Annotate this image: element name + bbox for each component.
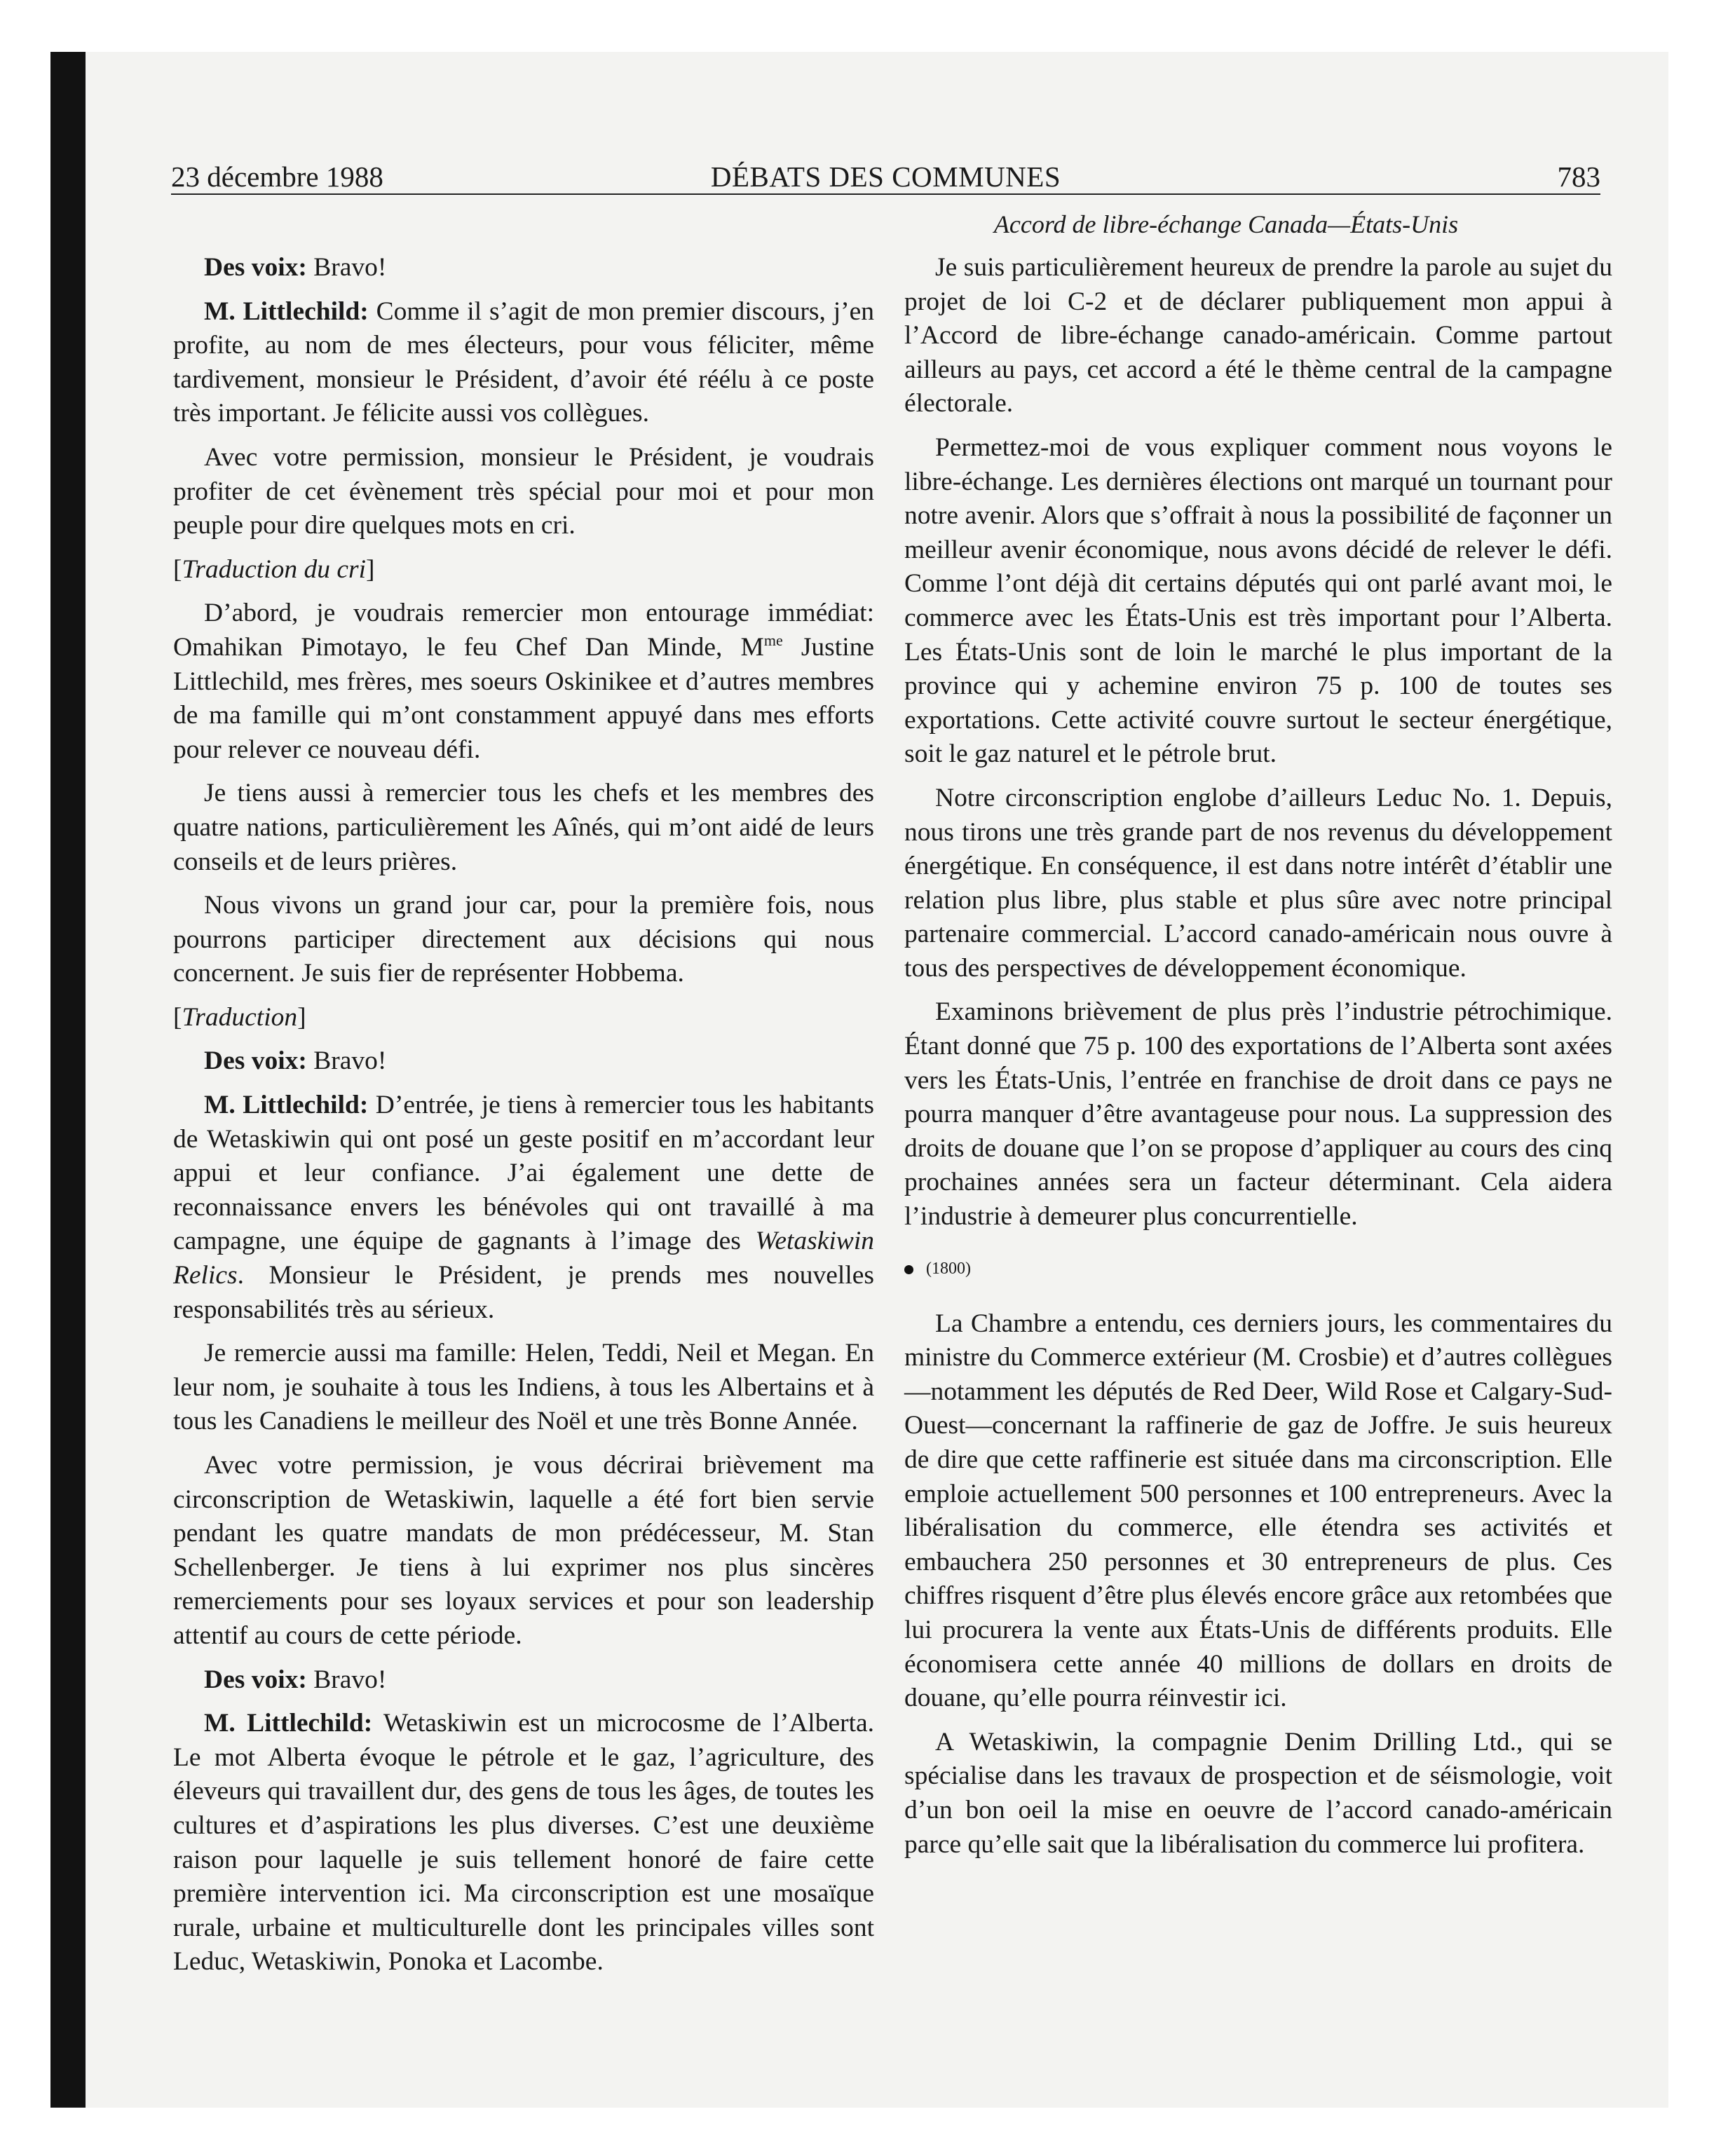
speech-text: Bravo!	[306, 1046, 387, 1076]
bracket: ]	[297, 1002, 306, 1032]
speech-text: D’abord, je voudrais remercier mon entourage immédiat: Omahikan Pimotayo, le feu Chef Dan Minde, M	[173, 599, 874, 662]
speech-text: Bravo!	[306, 253, 387, 282]
speech-text: . Monsieur le Président, je prends mes nouvelles responsabilités très au sérieux.	[173, 1261, 874, 1324]
speech-text: Permettez-moi de vous expliquer comment nous voyons le libre-échange. Les dernières élections ont marqué un tournant pour notre avenir. Alors que s’offrait à nous la possibilité de façonner un meilleur avenir économique, nous avons décidé de relever le défi. Comme l’ont déjà dit certains députés qui ont parlé avant moi, le commerce avec les États-Unis est très important pour l’Alberta. Les États-Unis sont de loin le marché le plus important de la province qui y achemine environ 75 p. 100 de toutes ses exportations. Cette activité couvre surtout le secteur énergétique, soit le gaz naturel et le pétrole brut.	[904, 432, 1612, 769]
speech-text: Examinons brièvement de plus près l’industrie pétrochimique. Étant donné que 75 p. 100 des exportations de l’Alberta sont axées vers les États-Unis, l’entrée en franchise de droit dans ce pays ne pourra manquer d’être avantageuse pour nous. La suppression des droits de douane que l’on se propose d’appliquer au cours des cinq prochaines années sera un facteur déterminant. Cela aidera l’industrie à demeurer plus concurrentielle.	[904, 997, 1612, 1231]
paragraph	[173, 1044, 874, 1079]
bullet-icon	[904, 1265, 913, 1274]
speaker-label: Des voix:	[204, 1046, 307, 1076]
page-header	[171, 160, 1600, 195]
language-note	[173, 1001, 874, 1035]
paragraph	[173, 1449, 874, 1653]
speech-text: D’entrée, je tiens à remercier tous les habitants de Wetaskiwin qui ont posé un geste positif en m’accordant leur appui et leur confiance. J’ai également une dette de reconnaissance envers les bénévoles qui ont travaillé à ma campagne, une équipe de gagnants à l’image des	[173, 1091, 874, 1256]
paragraph	[904, 251, 1612, 421]
italic-name: Wetaskiwin Relics	[173, 1227, 874, 1290]
language-note	[173, 553, 874, 587]
left-column	[173, 251, 874, 1989]
superscript: me	[763, 631, 783, 649]
paragraph	[173, 1663, 874, 1698]
paragraph	[173, 251, 874, 285]
header-title: DÉBATS DES COMMUNES	[710, 161, 1061, 193]
speech-text: Je tiens aussi à remercier tous les chefs et les membres des quatre nations, particulièrement les Aînés, qui m’ont aidé de leurs conseils et de leurs prières.	[173, 779, 874, 876]
right-column	[904, 251, 1612, 1871]
speech-text: Notre circonscription englobe d’ailleurs Leduc No. 1. Depuis, nous tirons une très grande part de nos revenus du développement énergétique. En conséquence, il est dans notre intérêt d’établir une relation plus libre, plus stable et plus sûre avec notre principal partenaire commercial. L’accord canado-américain nous ouvre à tous des perspectives de développement économique.	[904, 783, 1612, 983]
paragraph	[904, 782, 1612, 986]
speaker-label: M. Littlechild:	[204, 1091, 369, 1120]
paragraph	[904, 431, 1612, 772]
paragraph	[173, 1707, 874, 1979]
bracket: [	[173, 1002, 182, 1032]
speaker-label: M. Littlechild:	[204, 296, 369, 326]
paragraph	[173, 596, 874, 767]
speech-text: Nous vivons un grand jour car, pour la première fois, nous pourrons participer directement aux décisions qui nous concernent. Je suis fier de représenter Hobbema.	[173, 891, 874, 988]
bracket: [	[173, 554, 182, 584]
paragraph	[173, 1337, 874, 1439]
paragraph	[173, 1089, 874, 1327]
scan-edge-shadow	[50, 52, 86, 2108]
speech-text: A Wetaskiwin, la compagnie Denim Drilling Ltd., qui se spécialise dans les travaux de prospection et de séismologie, voit d’un bon oeil la mise en oeuvre de l’accord canado-américain parce qu’elle sait que la libéralisation du commerce lui profitera.	[904, 1727, 1612, 1859]
speaker-label: Des voix:	[204, 253, 307, 282]
time-marker	[904, 1258, 1612, 1279]
paragraph	[904, 1307, 1612, 1716]
translation-note: Traduction	[182, 1002, 298, 1032]
section-subheading: Accord de libre-échange Canada—États-Unis	[993, 210, 1459, 238]
speaker-label: M. Littlechild:	[204, 1709, 373, 1738]
bracket: ]	[366, 554, 375, 584]
speech-text: Je remercie aussi ma famille: Helen, Teddi, Neil et Megan. En leur nom, je souhaite à tous les Indiens, à tous les Albertains et à tous les Canadiens le meilleur des Noël et une très Bonne Année.	[173, 1339, 874, 1436]
paragraph	[173, 889, 874, 991]
speech-text: Avec votre permission, je vous décrirai brièvement ma circonscription de Wetaskiwin, laquelle a été fort bien servie pendant les quatre mandats de mon prédécesseur, M. Stan Schellenberger. Je tiens à lui exprimer nos plus sincères remerciements pour ses loyaux services et pour son leadership attentif au cours de cette période.	[173, 1451, 874, 1650]
paragraph	[173, 295, 874, 431]
speech-text: Justine Littlechild, mes frères, mes soeurs Oskinikee et d’autres membres de ma famille qui m’ont constamment appuyé dans mes efforts pour relever ce nouveau défi.	[173, 632, 875, 764]
paragraph	[173, 441, 874, 543]
speech-text: La Chambre a entendu, ces derniers jours, les commentaires du ministre du Commerce extérieur (M. Crosbie) et d’autres collègues—notamment les députés de Red Deer, Wild Rose et Calgary-Sud-Ouest—concernant la raffinerie de gaz de Joffre. Je suis heureux de dire que cette raffinerie est située dans ma circonscription. Elle emploie actuellement 500 personnes et 100 entrepreneurs. Avec la libéralisation du commerce, elle étendra ses activités et embauchera 250 personnes et 30 entrepreneurs de plus. Ces chiffres risquent d’être plus élevés encore grâce aux retombées que lui procurera la vente aux États-Unis de différents produits. Elle économisera cette année 40 millions de dollars en droits de douane, qu’elle pourra réinvestir ici.	[904, 1309, 1612, 1713]
header-date: 23 décembre 1988	[171, 161, 383, 193]
timestamp-text: (1800)	[926, 1259, 971, 1278]
speech-text: Wetaskiwin est un microcosme de l’Alberta. Le mot Alberta évoque le pétrole et le gaz, l’agriculture, des éleveurs qui travaillent dur, des gens de tous les âges, de toutes les cultures et d’aspirations les plus diverses. C’est une deuxième raison pour laquelle je suis tellement honoré de faire cette première intervention ici. Ma circonscription est une mosaïque rurale, urbaine et multiculturelle dont les principales villes sont Leduc, Wetaskiwin, Ponoka et Lacombe.	[173, 1709, 875, 1977]
translation-note: Traduction du cri	[182, 554, 367, 584]
speech-text: Comme il s’agit de mon premier discours, j’en profite, au nom de mes électeurs, pour vous féliciter, même tardivement, monsieur le Président, d’avoir été réélu à ce poste très important. Je félicite aussi vos collègues.	[173, 296, 874, 428]
paragraph	[173, 777, 874, 879]
paragraph	[904, 1726, 1612, 1862]
speech-text: Je suis particulièrement heureux de prendre la parole au sujet du projet de loi C-2 et de déclarer publiquement mon appui à l’Accord de libre-échange canado-américain. Comme partout ailleurs au pays, cet accord a été le thème central de la campagne électorale.	[904, 253, 1612, 418]
speaker-label: Des voix:	[204, 1665, 307, 1694]
speech-text: Avec votre permission, monsieur le Président, je voudrais profiter de cet évènement très spécial pour moi et pour mon peuple pour dire quelques mots en cri.	[173, 442, 874, 540]
page-number: 783	[1557, 161, 1600, 193]
paragraph	[904, 995, 1612, 1234]
speech-text: Bravo!	[306, 1665, 387, 1694]
